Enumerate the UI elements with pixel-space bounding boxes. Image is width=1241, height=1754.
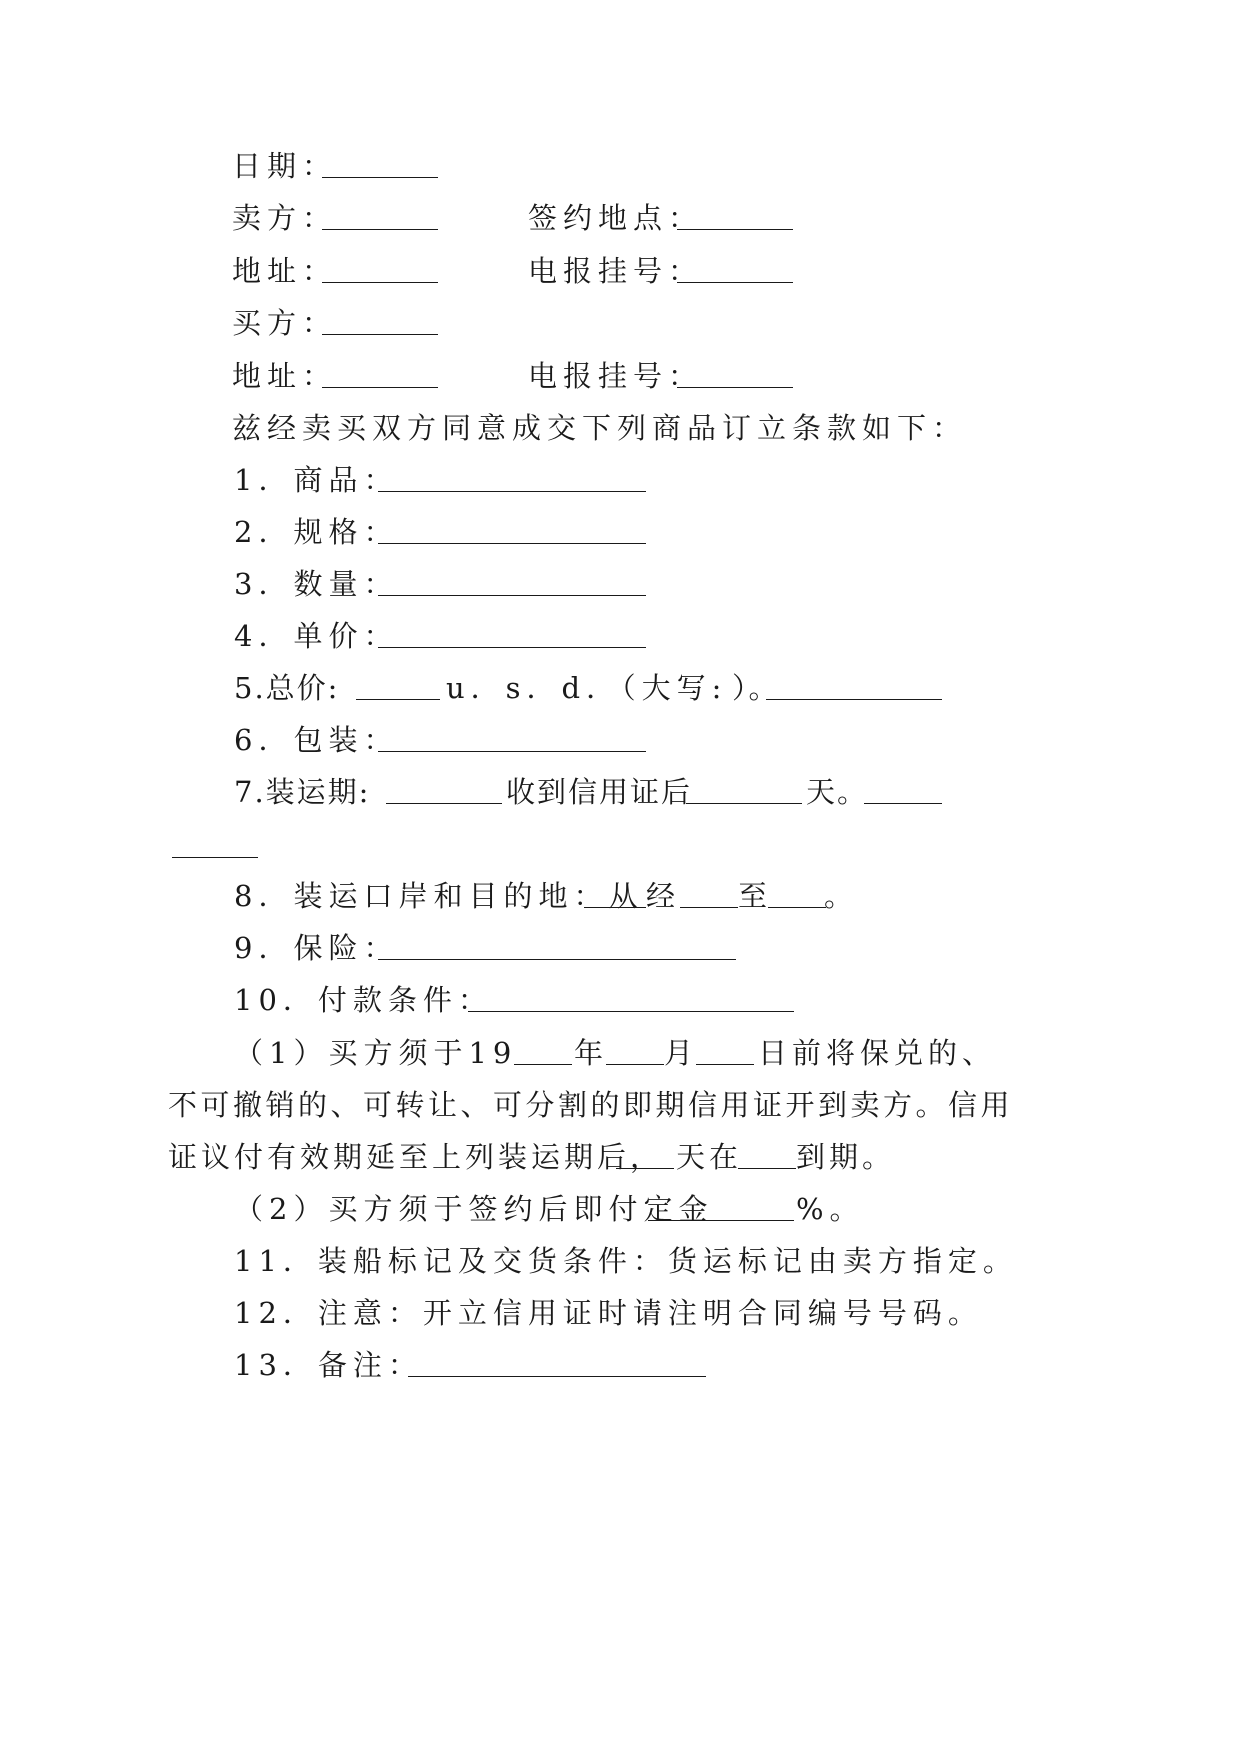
term-8-via-blank bbox=[680, 906, 738, 908]
term-7-label: 7.装运期: bbox=[234, 775, 371, 809]
term-3-blank bbox=[378, 594, 646, 596]
seller-address-blank bbox=[322, 281, 438, 283]
buyer-address-label: 地址： bbox=[232, 359, 338, 393]
term-13 bbox=[0, 1345, 1241, 1385]
term-10-1-c: 不可撤销的、可转让、可分割的即期信用证开到卖方。信用 bbox=[168, 1088, 1014, 1122]
term-11-text: 11．装船标记及交货条件：货运标记由卖方指定。 bbox=[234, 1244, 1018, 1278]
term-3 bbox=[0, 564, 1241, 604]
buyer-cable-blank bbox=[677, 386, 793, 388]
term-7-mid: 收到信用证后 bbox=[506, 775, 693, 809]
term-6 bbox=[0, 720, 1241, 760]
term-3-label: 3．数量： bbox=[234, 567, 399, 601]
term-6-label: 6．包装： bbox=[234, 723, 399, 757]
term-2-blank bbox=[378, 542, 646, 544]
seller-line bbox=[0, 198, 1241, 238]
term-10-1-year-blank bbox=[514, 1063, 572, 1065]
term-10-1-line-2 bbox=[0, 1085, 1241, 1125]
term-8 bbox=[0, 876, 1241, 916]
term-10-1-month: 月 bbox=[664, 1036, 700, 1070]
term-10-2-b: %。 bbox=[796, 1192, 865, 1226]
term-10-1-a: （1）买方须于19 bbox=[234, 1036, 518, 1070]
term-7-blank-d bbox=[172, 856, 258, 858]
buyer-line bbox=[0, 303, 1241, 343]
term-10-1-e: 天在 bbox=[676, 1140, 743, 1174]
term-5-label: 5.总价: bbox=[234, 671, 340, 705]
term-8-to-blank bbox=[768, 906, 826, 908]
term-4-blank bbox=[378, 646, 646, 648]
seller-address-label: 地址： bbox=[232, 254, 338, 288]
intro-text: 兹经卖买双方同意成交下列商品订立条款如下： bbox=[232, 411, 968, 445]
term-10-1-line-1 bbox=[0, 1033, 1241, 1073]
term-4 bbox=[0, 616, 1241, 656]
buyer-blank bbox=[322, 333, 438, 335]
term-7-blank-a bbox=[386, 802, 502, 804]
term-8-label: 8．装运口岸和目的地：从 bbox=[234, 879, 644, 913]
term-10 bbox=[0, 980, 1241, 1020]
term-8-to: 至 bbox=[738, 879, 774, 913]
term-9 bbox=[0, 928, 1241, 968]
term-5-close: ）。 bbox=[732, 671, 780, 705]
term-10-1-day-blank bbox=[696, 1063, 754, 1065]
term-9-blank bbox=[378, 958, 736, 960]
term-2-label: 2．规格： bbox=[234, 515, 399, 549]
term-13-blank bbox=[408, 1375, 706, 1377]
term-10-1-days-blank bbox=[616, 1167, 674, 1169]
date-blank bbox=[322, 176, 438, 178]
term-7-blank-b bbox=[686, 802, 802, 804]
term-12 bbox=[0, 1293, 1241, 1333]
term-10-1-place-blank bbox=[738, 1167, 796, 1169]
term-10-2 bbox=[0, 1189, 1241, 1229]
term-8-from-blank bbox=[584, 906, 646, 908]
term-7-continuation bbox=[0, 826, 1241, 866]
seller-address-line bbox=[0, 251, 1241, 291]
term-5-amount-blank bbox=[356, 698, 440, 700]
term-7-blank-c bbox=[864, 802, 942, 804]
buyer-address-blank bbox=[322, 386, 438, 388]
term-10-1-f: 到期。 bbox=[796, 1140, 896, 1174]
term-1-blank bbox=[378, 490, 646, 492]
term-8-end: 。 bbox=[824, 879, 860, 913]
seller-cable-blank bbox=[677, 281, 793, 283]
buyer-address-line bbox=[0, 356, 1241, 396]
term-5 bbox=[0, 668, 1241, 708]
term-11 bbox=[0, 1241, 1241, 1281]
date-line bbox=[0, 146, 1241, 186]
intro-line bbox=[0, 408, 1241, 448]
term-7 bbox=[0, 772, 1241, 812]
term-7-end: 天。 bbox=[806, 775, 869, 809]
term-5-currency: u．s．d．（大写: bbox=[446, 671, 728, 705]
term-10-1-d: 证议付有效期延至上列装运期后， bbox=[168, 1140, 664, 1174]
signing-place-blank bbox=[677, 228, 793, 230]
term-1-label: 1．商品： bbox=[234, 463, 399, 497]
term-12-text: 12．注意：开立信用证时请注明合同编号号码。 bbox=[234, 1296, 983, 1330]
term-1 bbox=[0, 460, 1241, 500]
term-10-1-b: 日前将保兑的、 bbox=[758, 1036, 997, 1070]
signing-place-label: 签约地点： bbox=[528, 201, 704, 235]
term-10-2-deposit-blank bbox=[648, 1219, 794, 1221]
seller-blank bbox=[322, 228, 438, 230]
term-10-1-year: 年 bbox=[574, 1036, 610, 1070]
term-10-2-a: （2）买方须于签约后即付定金 bbox=[234, 1192, 714, 1226]
term-4-label: 4．单价： bbox=[234, 619, 399, 653]
term-2 bbox=[0, 512, 1241, 552]
buyer-label: 买方： bbox=[232, 306, 338, 340]
date-label: 日期： bbox=[232, 149, 338, 183]
term-9-label: 9．保险： bbox=[234, 931, 399, 965]
term-10-1-month-blank bbox=[606, 1063, 664, 1065]
term-5-tail-blank bbox=[766, 698, 942, 700]
term-10-1-line-3 bbox=[0, 1137, 1241, 1177]
term-6-blank bbox=[378, 750, 646, 752]
term-10-blank bbox=[468, 1010, 794, 1012]
term-8-via: 经 bbox=[646, 879, 682, 913]
term-10-label: 10．付款条件： bbox=[234, 983, 493, 1017]
term-13-label: 13．备注： bbox=[234, 1348, 423, 1382]
seller-cable-label: 电报挂号： bbox=[528, 254, 704, 288]
seller-label: 卖方： bbox=[232, 201, 338, 235]
buyer-cable-label: 电报挂号： bbox=[528, 359, 704, 393]
